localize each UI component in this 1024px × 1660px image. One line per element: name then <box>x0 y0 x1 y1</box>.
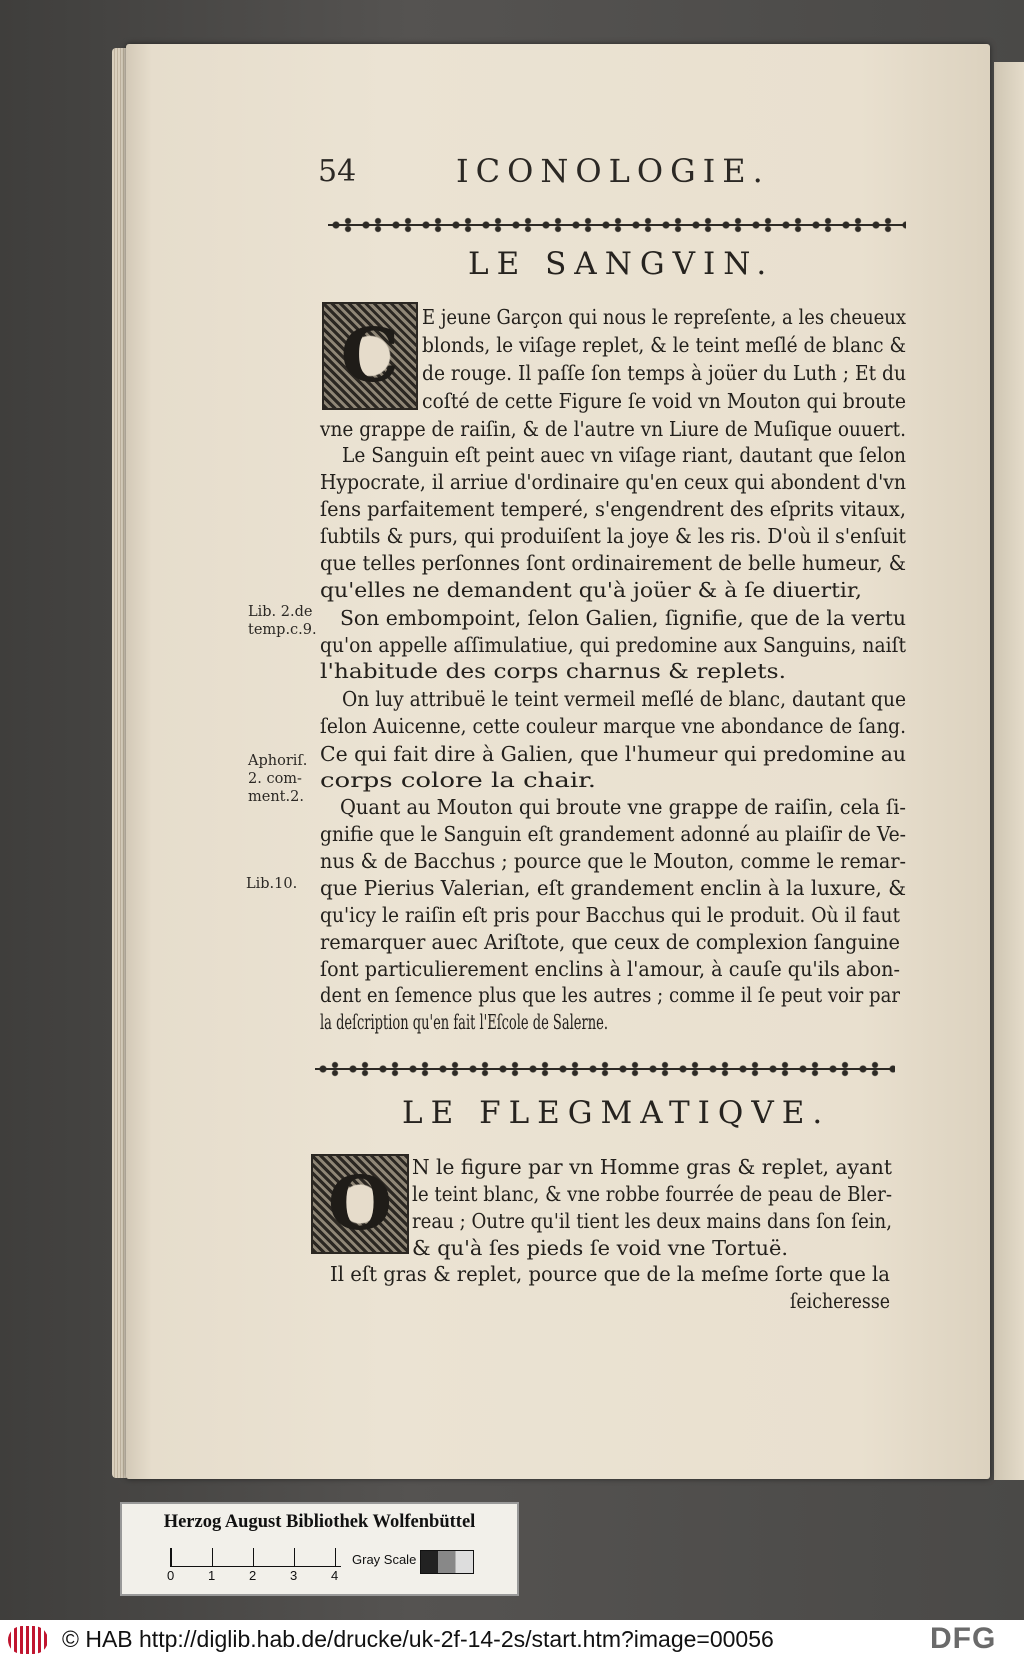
text-line: dent en ſemence plus que les autres ; comme il ſe peut voir par <box>320 983 900 1007</box>
text-line: qu'elles ne demandent qu'à joüer & à ſe diuertir, <box>320 578 862 602</box>
ornament-band-middle <box>315 1058 895 1080</box>
section-title-flegmatique: LE FLEGMATIQVE. <box>402 1095 831 1131</box>
scale-number: 3 <box>290 1568 298 1583</box>
text-line: qu'on appelle aſſimulatiue, qui predomine aux Sanguins, naiſt <box>320 633 906 657</box>
footer-bar <box>0 1620 1024 1660</box>
text-line: blonds, le viſage replet, & le teint meſlé de blanc & <box>422 333 906 357</box>
text-line: gnifie que le Sanguin eſt grandement adonné au plaiſir de Ve- <box>320 822 906 846</box>
scale-number: 2 <box>249 1568 257 1583</box>
text-line: ſelon Auicenne, cette couleur marque vne abondance de ſang. <box>320 714 906 738</box>
page-number: 54 <box>318 154 357 189</box>
margin-note: 2. com- <box>248 771 302 787</box>
text-line: Hypocrate, il arriue d'ordinaire qu'en ceux qui abondent d'vn <box>320 470 906 494</box>
text-line: Ce qui fait dire à Galien, que l'humeur qui predomine au <box>320 742 906 766</box>
section-title-sanguin: LE SANGVIN. <box>468 246 775 282</box>
text-line: ſens parfaitement temperé, s'engendrent des eſprits vitaux, <box>320 497 906 521</box>
text-line: N le figure par vn Homme gras & replet, ayant <box>412 1155 892 1179</box>
text-line: que Pierius Valerian, eſt grandement enclin à la luxure, & <box>320 876 906 900</box>
running-head: ICONOLOGIE. <box>456 152 770 190</box>
text-line: E jeune Garçon qui nous le repreſente, a les cheueux <box>422 305 906 329</box>
facing-page-edge <box>994 62 1024 1480</box>
margin-note: Aphoriſ. <box>248 753 308 769</box>
dropcap-letter: O <box>327 1161 393 1247</box>
text-line: vne grappe de raiſin, & de l'autre vn Liure de Muſique ouuert. <box>320 417 906 441</box>
text-line: On luy attribuë le teint vermeil meſlé de blanc, dautant que <box>342 687 906 711</box>
text-line: Quant au Mouton qui broute vne grappe de raiſin, cela ſi- <box>340 795 906 819</box>
scale-number: 4 <box>331 1568 339 1583</box>
text-line: ſubtils & purs, qui produiſent la joye & les ris. D'où il s'enſuit <box>320 524 906 548</box>
text-line: corps colore la chair. <box>320 768 596 792</box>
margin-note: temp.c.9. <box>248 622 317 638</box>
text-line: Il eſt gras & replet, pource que de la meſme ſorte que la <box>330 1262 890 1286</box>
text-line: de rouge. Il paſſe ſon temps à joüer du Luth ; Et du <box>422 361 906 385</box>
margin-note: Lib. 2.de <box>248 604 313 620</box>
dropcap-sanguin <box>322 302 418 410</box>
text-line: Le Sanguin eſt peint auec vn viſage riant, dautant que ſelon <box>342 443 906 467</box>
dropcap-flegmatique <box>311 1154 409 1254</box>
text-line: la deſcription qu'en fait l'Eſcole de Salerne. <box>320 1010 608 1034</box>
text-line: qu'icy le raiſin eſt pris pour Bacchus qui le produit. Où il faut <box>320 903 900 927</box>
gray-scale-label: Gray Scale <box>352 1552 417 1567</box>
ornament-band-top <box>328 214 906 236</box>
dropcap-letter: C <box>340 313 400 399</box>
text-line: remarquer auec Ariſtote, que ceux de complexion ſanguine <box>320 930 900 954</box>
library-color-bar <box>120 1502 519 1596</box>
text-line: Son embompoint, ſelon Galien, ſignifie, que de la vertu <box>340 606 906 630</box>
text-line: ſont particulierement enclins à l'amour, à cauſe qu'ils abon- <box>320 957 900 981</box>
dfg-logo: DFG <box>930 1622 997 1655</box>
text-line: le teint blanc, & vne robbe fourrée de peau de Bler- <box>412 1182 892 1206</box>
text-line: reau ; Outre qu'il tient les deux mains dans ſon ſein, <box>412 1209 892 1233</box>
scale-number: 0 <box>167 1568 175 1583</box>
text-line: coſté de cette Figure ſe void vn Mouton qui broute <box>422 389 906 413</box>
hab-logo-icon <box>8 1626 48 1654</box>
scale-number: 1 <box>208 1568 216 1583</box>
text-line: & qu'à ſes pieds ſe void vne Tortuë. <box>412 1236 788 1260</box>
scale-ruler <box>170 1548 341 1567</box>
library-name: Herzog August Bibliothek Wolfenbüttel <box>163 1512 476 1532</box>
text-line: ſeicheresse <box>790 1289 890 1313</box>
text-line: l'habitude des corps charnus & replets. <box>320 659 786 683</box>
margin-note: ment.2. <box>248 789 304 805</box>
text-line: nus & de Bacchus ; pource que le Mouton, comme le remar- <box>320 849 906 873</box>
footer-url[interactable]: © HAB http://diglib.hab.de/drucke/uk-2f-14-2s/start.htm?image=00056 <box>62 1626 774 1652</box>
text-line: que telles perſonnes ſont ordinairement de belle humeur, & <box>320 551 906 575</box>
page-header <box>318 150 908 198</box>
margin-note: Lib.10. <box>246 876 298 892</box>
gray-scale-swatch <box>420 1550 474 1574</box>
